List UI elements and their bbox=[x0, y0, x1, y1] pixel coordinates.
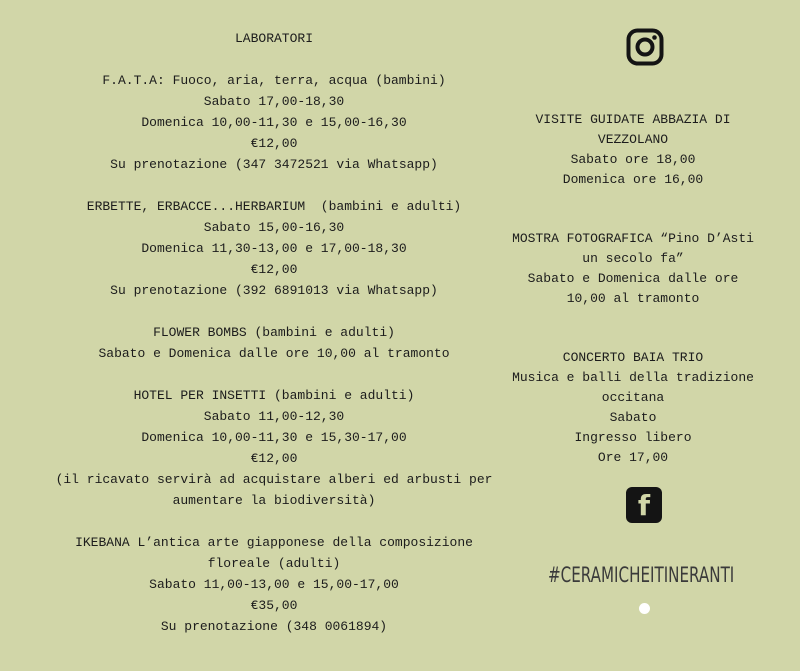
visite-line: VEZZOLANO bbox=[597, 132, 669, 147]
lab-line: aumentare la biodiversità) bbox=[172, 493, 376, 508]
lab-line: ERBETTE, ERBACCE...HERBARIUM (bambini e adulti) bbox=[86, 199, 462, 214]
lab-line: FLOWER BOMBS (bambini e adulti) bbox=[153, 325, 395, 340]
lab-line: Su prenotazione (348 0061894) bbox=[160, 619, 388, 634]
lab-block-hotel-insetti bbox=[0, 385, 548, 511]
lab-line: €12,00 bbox=[250, 136, 298, 151]
concerto-line: Ingresso libero bbox=[574, 430, 692, 445]
lab-line: Su prenotazione (392 6891013 via Whatsapp) bbox=[110, 283, 438, 298]
lab-line: Sabato 15,00-16,30 bbox=[203, 220, 345, 235]
lab-line: Sabato 11,00-13,00 e 15,00-17,00 bbox=[149, 577, 399, 592]
lab-block-herbarium bbox=[0, 196, 548, 301]
laboratori-title: LABORATORI bbox=[234, 31, 313, 46]
lab-line: Sabato 17,00-18,30 bbox=[203, 94, 345, 109]
mostra-line: un secolo fa” bbox=[582, 251, 684, 266]
lab-block-flower-bombs bbox=[0, 322, 548, 364]
mostra-line: MOSTRA FOTOGRAFICA “Pino D’Asti bbox=[512, 231, 754, 246]
white-dot bbox=[639, 603, 650, 614]
concerto-line: Ore 17,00 bbox=[597, 450, 669, 465]
lab-block-fata bbox=[0, 70, 548, 175]
instagram-icon[interactable] bbox=[626, 28, 664, 66]
laboratori-column bbox=[0, 28, 548, 658]
lab-line: €35,00 bbox=[250, 598, 298, 613]
lab-line: floreale (adulti) bbox=[207, 556, 341, 571]
visite-line: Sabato ore 18,00 bbox=[570, 152, 696, 167]
lab-line: Su prenotazione (347 3472521 via Whatsapp) bbox=[110, 157, 438, 172]
hashtag-text: #CERAMICHEITINERANTI bbox=[548, 563, 735, 587]
lab-line: (il ricavato servirà ad acquistare alberi ed arbusti per bbox=[55, 472, 493, 487]
lab-line: IKEBANA L’antica arte giapponese della composizione bbox=[75, 535, 473, 550]
lab-line: HOTEL PER INSETTI (bambini e adulti) bbox=[133, 388, 415, 403]
visite-guidate-block bbox=[508, 110, 758, 190]
mostra-line: 10,00 al tramonto bbox=[566, 291, 700, 306]
mostra-fotografica-block bbox=[508, 229, 758, 309]
concerto-line: occitana bbox=[601, 390, 665, 405]
mostra-line: Sabato e Domenica dalle ore bbox=[527, 271, 739, 286]
concerto-line: CONCERTO BAIA TRIO bbox=[562, 350, 704, 365]
facebook-glyph: f bbox=[637, 489, 651, 522]
lab-line: Domenica 10,00-11,30 e 15,00-16,30 bbox=[141, 115, 407, 130]
concerto-line: Sabato bbox=[609, 410, 657, 425]
visite-line: Domenica ore 16,00 bbox=[562, 172, 704, 187]
lab-line: €12,00 bbox=[250, 262, 298, 277]
lab-line: Sabato e Domenica dalle ore 10,00 al tramonto bbox=[98, 346, 450, 361]
concerto-block bbox=[508, 348, 758, 468]
concerto-line: Musica e balli della tradizione bbox=[512, 370, 754, 385]
lab-line: Domenica 10,00-11,30 e 15,30-17,00 bbox=[141, 430, 407, 445]
lab-block-ikebana bbox=[0, 532, 548, 637]
lab-line: €12,00 bbox=[250, 451, 298, 466]
lab-line: Sabato 11,00-12,30 bbox=[203, 409, 345, 424]
lab-line: Domenica 11,30-13,00 e 17,00-18,30 bbox=[141, 241, 407, 256]
visite-line: VISITE GUIDATE ABBAZIA DI bbox=[535, 112, 731, 127]
facebook-icon[interactable] bbox=[626, 487, 662, 523]
lab-line: F.A.T.A: Fuoco, aria, terra, acqua (bambini) bbox=[102, 73, 446, 88]
